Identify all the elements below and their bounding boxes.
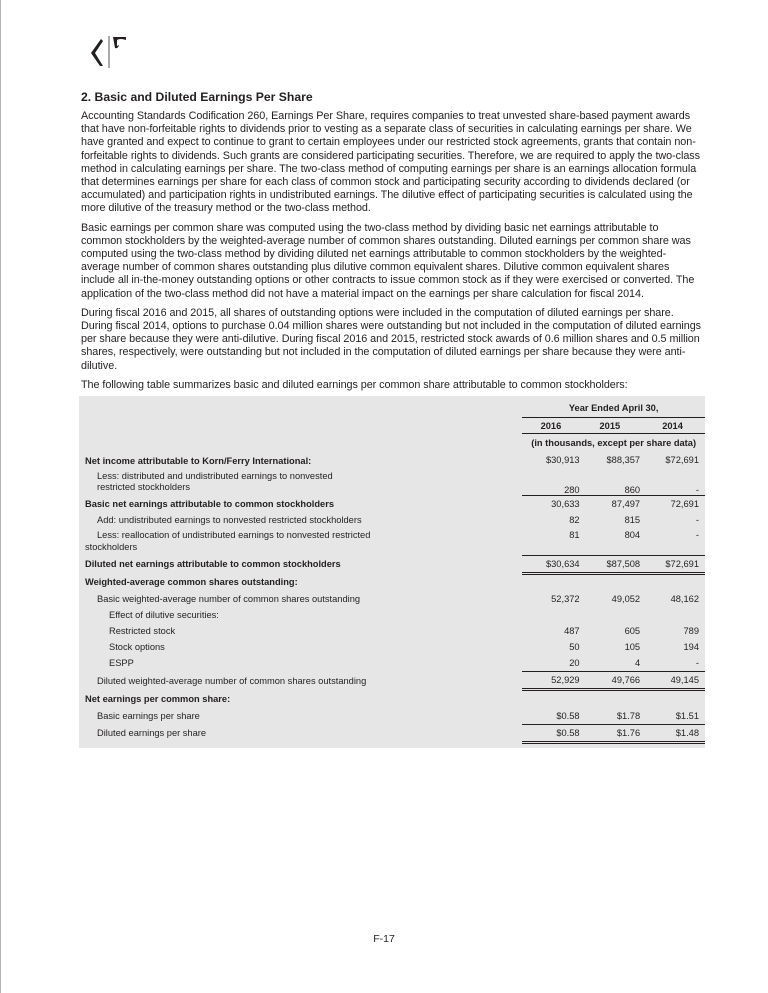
table-row: Less: distributed and undistributed earnings to nonvested restricted stockholders 280 860 - (79, 469, 705, 496)
year-header: 2014 (640, 418, 705, 434)
paragraph: During fiscal 2016 and 2015, all shares of outstanding options were included in the computation of diluted earnings per share. During fiscal 2014, options to purchase 0.04 million shares were outstanding but not included in the computation of diluted earnings per share because they were anti-dilutive. During fiscal 2016 and 2015, restricted stock awards of 0.6 million shares and 0.5 million shares, respectively, were outstanding but not included in the computation of diluted earnings per share because they were anti-dilutive. (81, 306, 702, 372)
year-header: 2016 (522, 418, 579, 434)
period-header: Year Ended April 30, (522, 398, 705, 418)
eps-table (79, 396, 705, 748)
year-header: 2015 (580, 418, 641, 434)
table-row: Diluted weighted-average number of common shares outstanding 52,929 49,766 49,145 (79, 672, 705, 690)
table-row: Diluted earnings per share $0.58 $1.76 $1.48 (79, 724, 705, 742)
table-row: Net income attributable to Korn/Ferry International: $30,913 $88,357 $72,691 (79, 451, 705, 469)
kf-logo-icon (88, 33, 138, 69)
paragraph: The following table summarizes basic and diluted earnings per common share attributable to common stockholders: (81, 378, 628, 391)
table-row: Stock options 50 105 194 (109, 642, 699, 653)
table-row: Weighted-average common shares outstanding: (85, 577, 298, 588)
table-row: Less: reallocation of undistributed earnings to nonvested restricted stockholders 81 804 - (79, 528, 705, 555)
table-row: Diluted net earnings attributable to common stockholders $30,634 $87,508 $72,691 (79, 555, 705, 573)
paragraph: Accounting Standards Codification 260, Earnings Per Share, requires companies to treat unvested share-based payment awards that have non-forfeitable rights to dividends prior to vesting as a separate class of securities in calculating earnings per share. We have granted and expect to continue to grant to certain employees under our restricted stock agreements, grants that contain non-forfeitable rights to dividends. Such grants are considered participating securities. Therefore, we are required to apply the two-class method in calculating earnings per share. The two-class method of computing earnings per share is an earnings allocation formula that determines earnings per share for each class of common stock and participating security according to dividends declared (or accumulated) and participation rights in undistributed earnings. The dilutive effect of participating securities is calculated using the more dilutive of the treasury method or the two-class method. (81, 110, 701, 215)
table-row: Add: undistributed earnings to nonvested restricted stockholders 82 815 - (97, 515, 699, 526)
table-row: Basic net earnings attributable to common stockholders 30,633 87,497 72,691 (85, 498, 699, 510)
table-row: ESPP 20 4 - (79, 655, 705, 672)
page-number: F-17 (373, 933, 395, 945)
section-title: 2. Basic and Diluted Earnings Per Share (81, 90, 313, 104)
table-row: Restricted stock 487 605 789 (109, 626, 699, 637)
units-header: (in thousands, except per share data) (531, 437, 697, 448)
paragraph: Basic earnings per common share was computed using the two-class method by dividing basic net earnings attributable to common stockholders by the weighted-average number of common shares outstanding. Diluted earnings per common share was computed using the two-class method by dividing diluted net earnings attributable to common stockholders by the weighted-average number of common shares outstanding plus dilutive common equivalent shares. Dilutive common equivalent shares include all in-the-money outstanding options or other contracts to issue common stock as if they were exercised or converted. The application of the two-class method did not have a material impact on the earnings per share calculation for fiscal 2014. (81, 221, 695, 300)
table-row: Effect of dilutive securities: (109, 610, 219, 621)
table-row: Basic weighted-average number of common shares outstanding 52,372 49,052 48,162 (97, 594, 699, 605)
table-row: Basic earnings per share $0.58 $1.78 $1.51 (79, 708, 705, 725)
table-row: Net earnings per common share: (85, 693, 231, 704)
document-body (81, 90, 701, 748)
page-edge (0, 0, 1, 993)
